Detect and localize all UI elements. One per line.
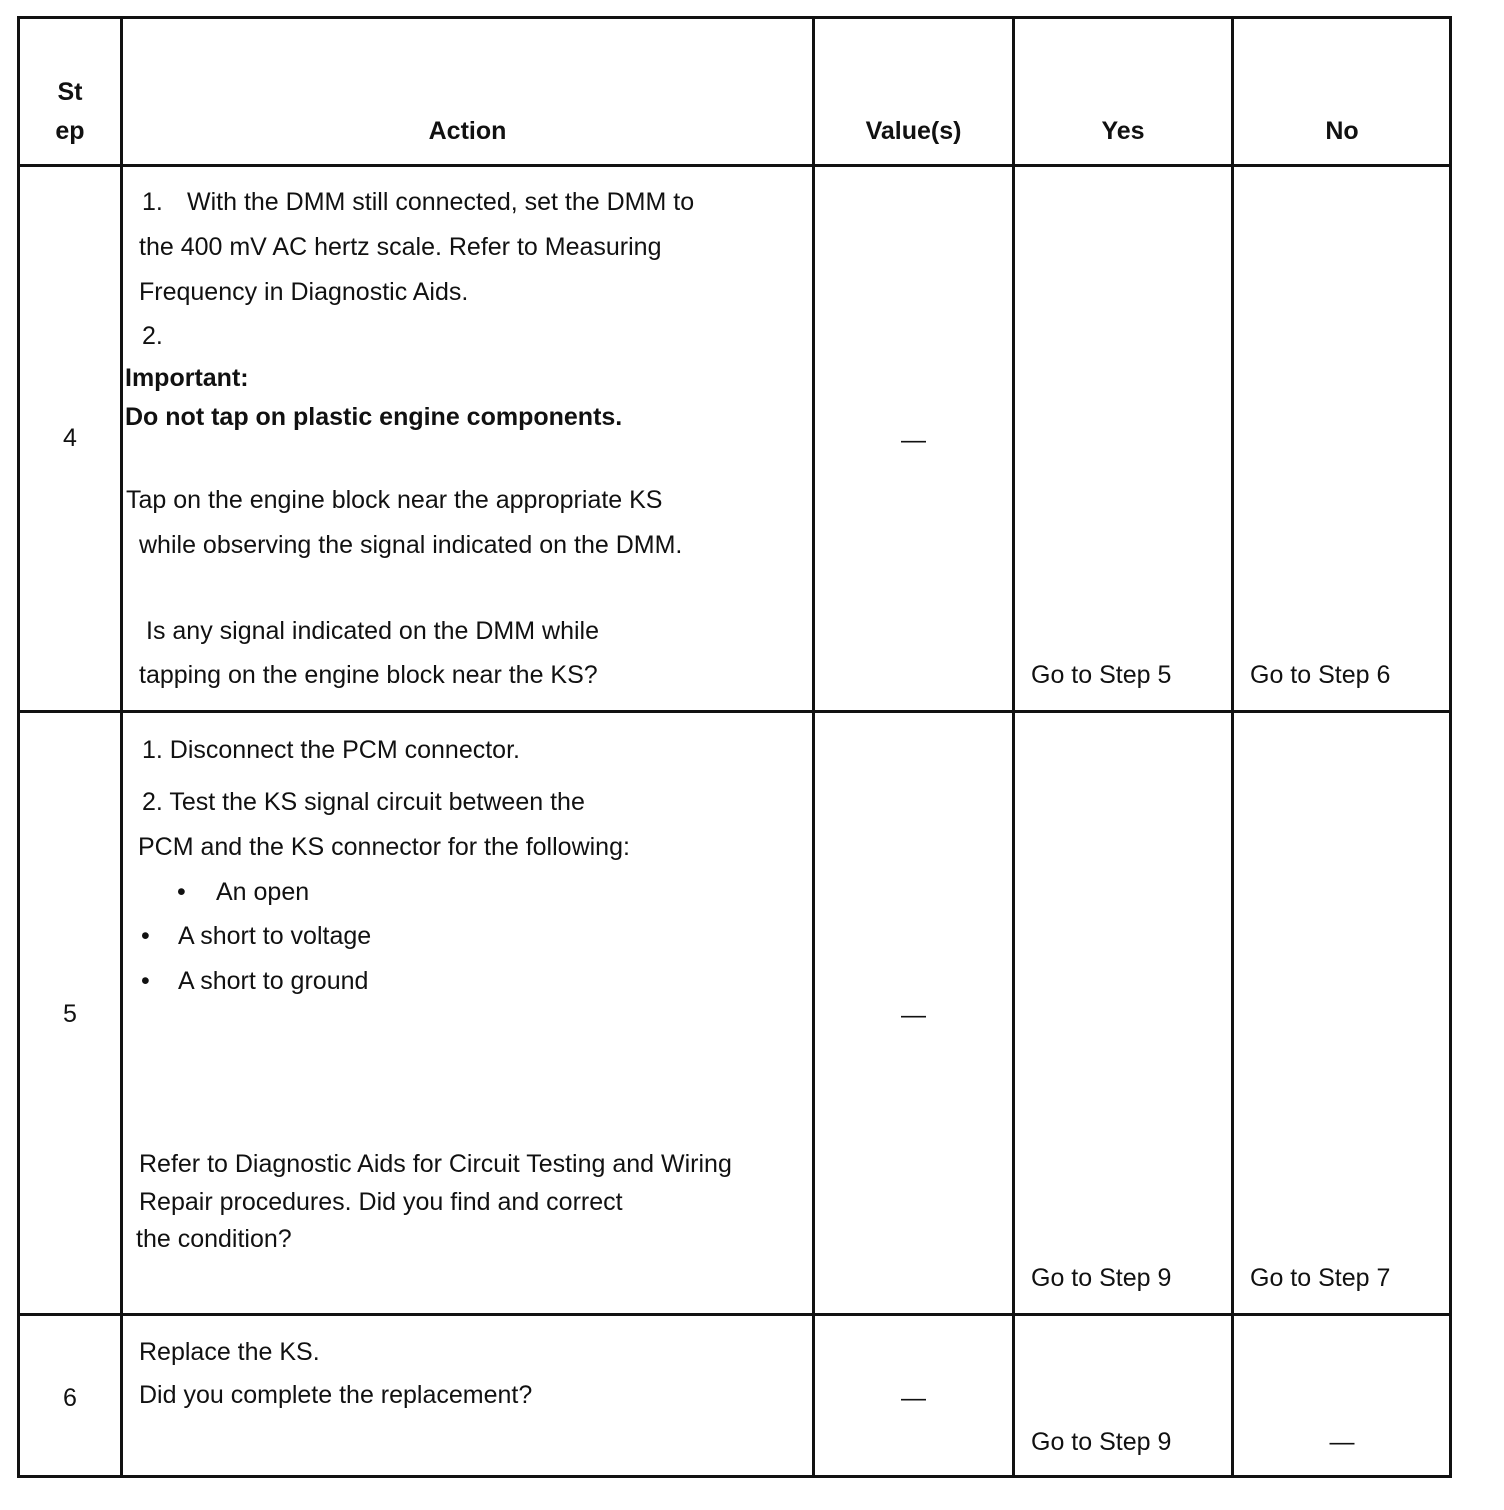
bullet-glyph: • [141, 922, 150, 950]
action-text: while observing the signal indicated on the DMM. [139, 531, 683, 559]
action-item-number: 2. [142, 322, 163, 350]
no-cell: — [1329, 1428, 1355, 1456]
action-question: Did you complete the replacement? [139, 1381, 533, 1409]
step-number: 4 [63, 424, 77, 452]
header-no: No [1325, 117, 1359, 145]
no-cell: Go to Step 7 [1250, 1264, 1391, 1292]
bullet-glyph: • [141, 967, 150, 995]
yes-cell: Go to Step 9 [1031, 1264, 1172, 1292]
action-question: Refer to Diagnostic Aids for Circuit Testing and Wiring [139, 1150, 732, 1178]
header-action: Action [428, 117, 507, 145]
value-cell: — [901, 426, 926, 454]
step-number: 5 [63, 1000, 77, 1028]
action-text: 2. Test the KS signal circuit between the [142, 788, 585, 816]
header-values: Value(s) [865, 117, 962, 145]
header-step-line2: ep [55, 117, 85, 145]
bullet-item: A short to voltage [178, 922, 372, 950]
value-cell: — [901, 1384, 926, 1412]
row-divider-header [20, 164, 1449, 167]
diagnostic-table [17, 16, 1452, 1478]
row-divider-step4 [20, 710, 1449, 713]
action-text: With the DMM still connected, set the DMM to [187, 188, 695, 216]
important-label: Important: [125, 364, 249, 392]
column-divider-action [812, 19, 815, 1475]
column-divider-value [1012, 19, 1015, 1475]
action-text: the 400 mV AC hertz scale. Refer to Measuring [139, 233, 662, 261]
bullet-item: A short to ground [178, 967, 369, 995]
action-item-number: 1. [142, 188, 163, 216]
yes-cell: Go to Step 5 [1031, 661, 1172, 689]
bullet-glyph: • [177, 878, 186, 906]
action-text: Tap on the engine block near the appropriate KS [126, 486, 663, 514]
action-question: the condition? [136, 1225, 292, 1253]
action-text: PCM and the KS connector for the following: [138, 833, 630, 861]
value-cell: — [901, 1001, 926, 1029]
action-question: Is any signal indicated on the DMM while [146, 617, 600, 645]
header-step-line1: St [57, 78, 83, 106]
important-text: Do not tap on plastic engine components. [125, 403, 623, 431]
action-text: Frequency in Diagnostic Aids. [139, 278, 469, 306]
column-divider-yes [1231, 19, 1234, 1475]
header-yes: Yes [1101, 117, 1145, 145]
bullet-item: An open [216, 878, 310, 906]
row-divider-step5 [20, 1313, 1449, 1316]
action-question: tapping on the engine block near the KS? [139, 661, 598, 689]
action-text: Replace the KS. [139, 1338, 320, 1366]
action-text: 1. Disconnect the PCM connector. [142, 736, 520, 764]
step-number: 6 [63, 1384, 77, 1412]
yes-cell: Go to Step 9 [1031, 1428, 1172, 1456]
no-cell: Go to Step 6 [1250, 661, 1391, 689]
action-question: Repair procedures. Did you find and correct [139, 1188, 623, 1216]
column-divider-step [120, 19, 123, 1475]
